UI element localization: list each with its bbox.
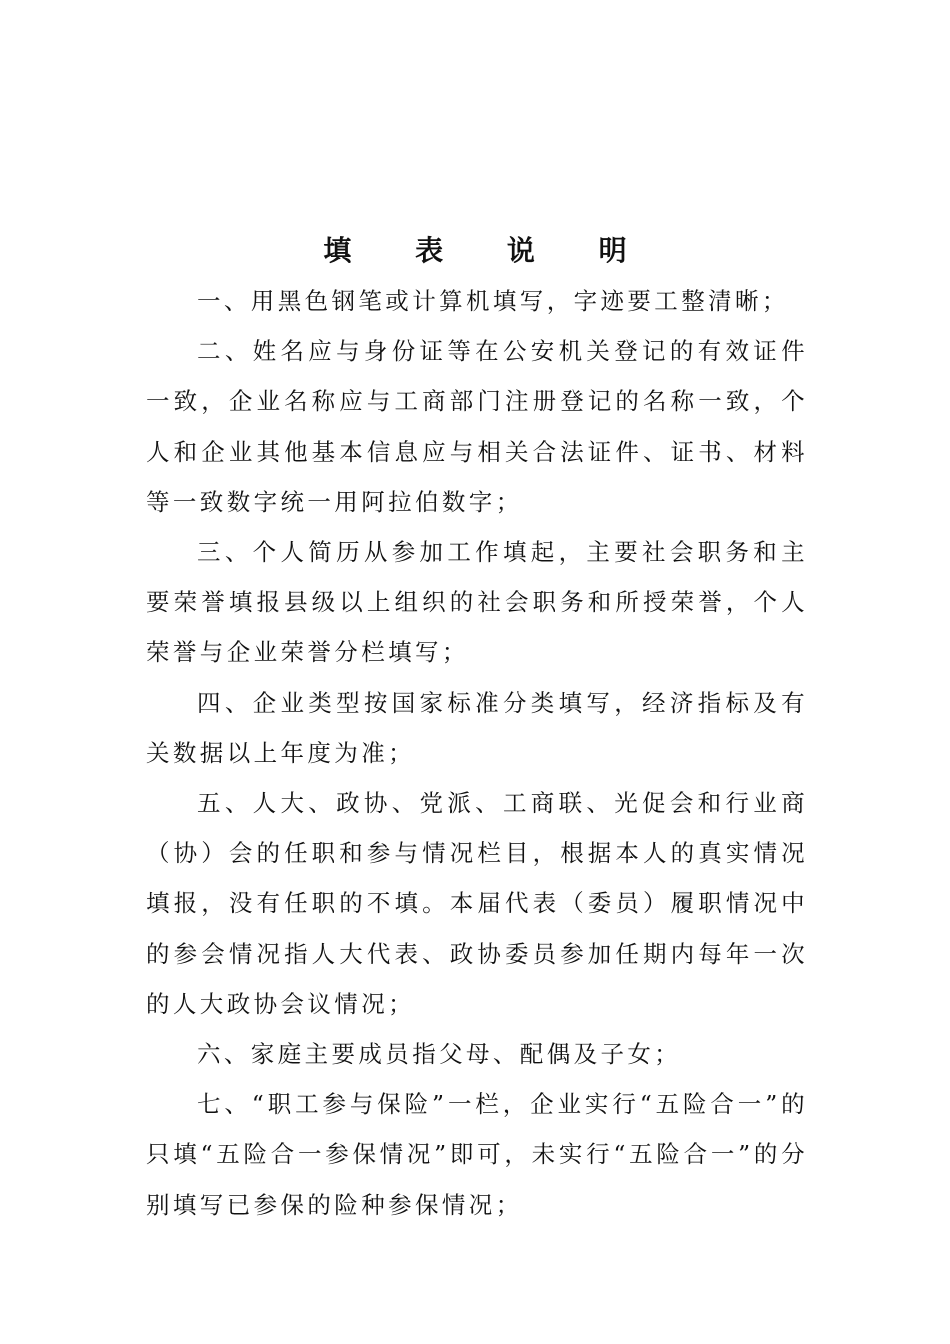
instruction-paragraph-7: 七、“职工参与保险”一栏，企业实行“五险合一”的只填“五险合一参保情况”即可，未实行“五险合一”的分别填写已参保的险种参保情况； <box>146 1090 808 1219</box>
instruction-paragraph-3: 三、个人简历从参加工作填起，主要社会职务和主要荣誉填报县级以上组织的社会职务和所授荣誉，个人荣誉与企业荣誉分栏填写； <box>146 538 808 667</box>
instruction-paragraph-4: 四、企业类型按国家标准分类填写，经济指标及有关数据以上年度为准； <box>146 688 808 767</box>
instruction-paragraph-5: 五、人大、政协、党派、工商联、光促会和行业商（协）会的任职和参与情况栏目，根据本人的真实情况填报，没有任职的不填。本届代表（委员）履职情况中的参会情况指人大代表、政协委员参加任期内每年一次的人大政协会议情况； <box>146 789 808 1018</box>
instructions-body <box>146 276 808 1230</box>
instruction-paragraph-6: 六、家庭主要成员指父母、配偶及子女； <box>197 1040 682 1069</box>
instruction-paragraph-1: 一、用黑色钢笔或计算机填写，字迹要工整清晰； <box>197 287 789 315</box>
page-title: 填 表 说 明 <box>323 234 654 267</box>
instruction-paragraph-2: 二、姓名应与身份证等在公安机关登记的有效证件一致，企业名称应与工商部门注册登记的名称一致，个人和企业其他基本信息应与相关合法证件、证书、材料等一致数字统一用阿拉伯数字； <box>146 337 808 516</box>
